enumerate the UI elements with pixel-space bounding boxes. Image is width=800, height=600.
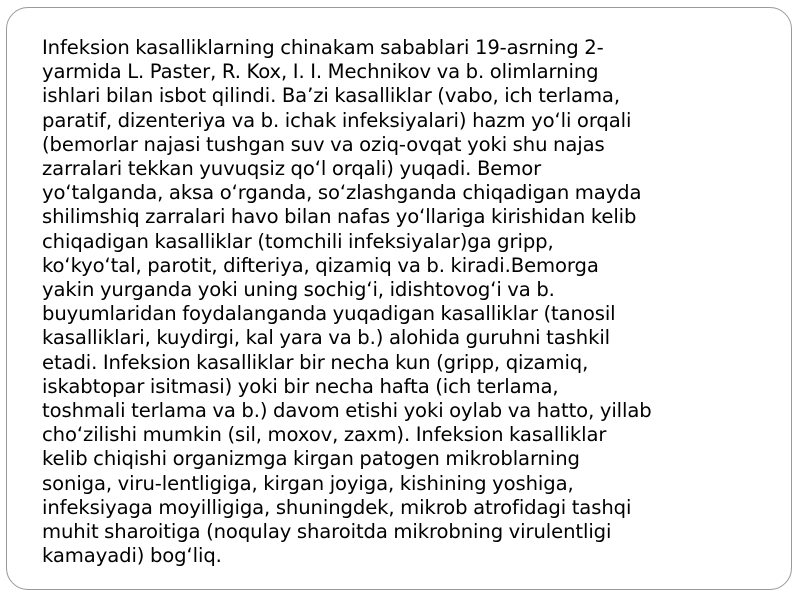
text-line: infeksiyaga moyilligiga, shuningdek, mikrob atrofidagi tashqi — [42, 495, 632, 519]
text-line: iskabtopar isitmasi) yoki bir necha hafta (ich terlama, — [42, 374, 559, 398]
text-line: ko‘kyo‘tal, parotit, difteriya, qizamiq va b. kiradi.Bemorga — [42, 253, 599, 277]
text-line: Infeksion kasalliklarning chinakam sabablari 19-asrning 2- — [42, 36, 604, 59]
text-line: etadi. Infeksion kasalliklar bir necha kun (gripp, qizamiq, — [42, 350, 589, 374]
text-line: chiqadigan kasalliklar (tomchili infeksiyalar)ga gripp, — [42, 229, 554, 253]
text-line: ishlari bilan isbot qilindi. Ba’zi kasalliklar (vabo, ich terlama, — [42, 84, 620, 108]
text-line: yakin yurganda yoki uning sochig‘i, idishtovog‘i va b. — [42, 278, 555, 302]
text-line: yarmida L. Paster, R. Kox, I. I. Mechnikov va b. olimlarning — [42, 60, 599, 84]
text-line: paratif, dizenteriya va b. ichak infeksiyalari) hazm yo‘li orqali — [42, 108, 632, 132]
text-line: shilimshiq zarralari havo bilan nafas yo‘llariga kirishidan kelib — [42, 205, 637, 229]
text-line: kamayadi) bog‘liq. — [42, 544, 222, 568]
text-line: toshmali terlama va b.) davom etishi yoki oylab va hatto, yillab — [42, 399, 652, 423]
text-line: yo‘talganda, aksa o‘rganda, so‘zlashganda chiqadigan mayda — [42, 181, 642, 205]
text-line: kasalliklari, kuydirgi, kal yara va b.) alohida guruhni tashkil — [42, 326, 611, 350]
text-line: (bemorlar najasi tushgan suv va oziq-ovqat yoki shu najas — [42, 132, 605, 156]
text-line: kelib chiqishi organizmga kirgan patogen mikroblarning — [42, 447, 580, 471]
slide-body-text — [42, 36, 770, 568]
text-line: muhit sharoitiga (noqulay sharoitda mikrobning virulentligi — [42, 520, 612, 544]
text-line: soniga, viru-lentligiga, kirgan joyiga, kishining yoshiga, — [42, 471, 574, 495]
text-line: zarralari tekkan yuvuqsiz qo‘l orqali) yuqadi. Bemor — [42, 157, 542, 181]
text-line: buyumlaridan foydalanganda yuqadigan kasalliklar (tanosil — [42, 302, 616, 326]
text-line: cho‘zilishi mumkin (sil, moxov, zaxm). Infeksion kasalliklar — [42, 423, 607, 447]
